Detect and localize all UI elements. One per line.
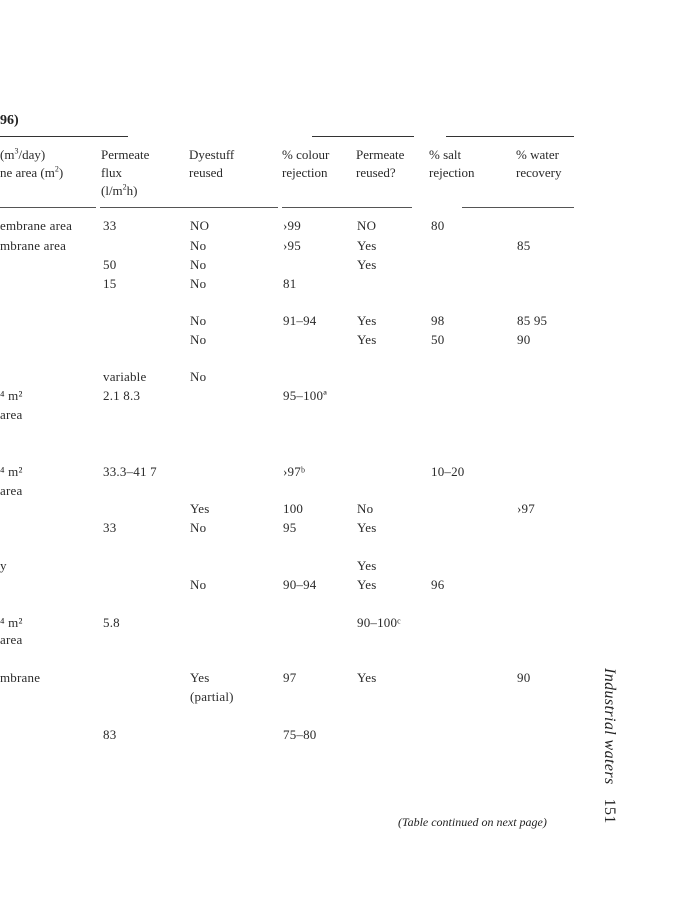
cell-capacity: mbrane xyxy=(0,670,41,685)
cell-permeate-reused: Yes xyxy=(357,332,377,347)
cell-capacity: ⁴ m² xyxy=(0,388,23,403)
cell-dyestuff-reused: No xyxy=(190,276,207,291)
cell-permeate-flux: 33.3–41 7 xyxy=(103,464,157,479)
cell-colour-rejection: 91–94 xyxy=(283,313,317,328)
cell-permeate-reused: Yes xyxy=(357,558,377,573)
cell-dyestuff-reused: No xyxy=(190,520,207,535)
header-rule-2 xyxy=(100,207,278,208)
header-dyestuff-reused: Dyestuff reused xyxy=(189,147,235,180)
cell-capacity: embrane area xyxy=(0,218,73,233)
cell-water-recovery: ›97 xyxy=(517,501,535,516)
header-rule-1 xyxy=(0,207,96,208)
top-rule-middle xyxy=(312,136,414,137)
cell-dyestuff-reused: Yes xyxy=(190,501,210,516)
running-head xyxy=(600,668,622,828)
cell-salt-rejection: 96 xyxy=(431,577,445,592)
cell-colour-rejection: ›97ᵇ xyxy=(283,464,306,479)
cell-dyestuff-reused: (partial) xyxy=(190,689,234,704)
header-capacity: $(m^3/day)$ ne area $(m^2)$ xyxy=(0,146,64,180)
cell-permeate-reused: Yes xyxy=(357,520,377,535)
header-salt-rejection: % salt rejection xyxy=(429,147,475,180)
cell-permeate-flux: 83 xyxy=(103,727,117,742)
cell-permeate-reused: Yes xyxy=(357,257,377,272)
cell-colour-rejection: ›95 xyxy=(283,238,301,253)
continuation-note: (Table continued on next page) xyxy=(398,815,547,829)
cell-colour-rejection: 100 xyxy=(283,501,304,516)
cell-dyestuff-reused: No xyxy=(190,313,207,328)
cell-permeate-flux: 33 xyxy=(103,218,117,233)
cell-permeate-flux: 5.8 xyxy=(103,615,120,630)
table-title-fragment: 96) xyxy=(0,113,19,128)
page-number: 151 xyxy=(601,798,618,824)
cell-permeate-reused: Yes xyxy=(357,577,377,592)
cell-permeate-flux: 33 xyxy=(103,520,117,535)
cell-water-recovery: 90 xyxy=(517,332,531,347)
cell-dyestuff-reused: Yes xyxy=(190,670,210,685)
cell-dyestuff-reused: No xyxy=(190,577,207,592)
top-rule-right xyxy=(446,136,574,137)
cell-permeate-flux: 15 xyxy=(103,276,117,291)
cell-capacity: mbrane area xyxy=(0,238,67,253)
running-head-title: Industrial waters xyxy=(601,668,618,785)
cell-salt-rejection: 50 xyxy=(431,332,445,347)
cell-colour-rejection: ›99 xyxy=(283,218,301,233)
header-rule-4 xyxy=(462,207,574,208)
header-water-recovery: % water recovery xyxy=(516,147,562,180)
header-colour-rejection: % colour rejection xyxy=(282,147,330,180)
cell-permeate-flux: variable xyxy=(103,369,147,384)
cell-capacity: y xyxy=(0,558,7,573)
cell-dyestuff-reused: NO xyxy=(190,218,210,233)
header-rule-3 xyxy=(282,207,412,208)
cell-capacity: area xyxy=(0,632,23,647)
cell-water-recovery: 85 xyxy=(517,238,531,253)
cell-capacity: ⁴ m² xyxy=(0,615,23,630)
cell-colour-rejection: 95–100ª xyxy=(283,388,327,403)
cell-dyestuff-reused: No xyxy=(190,369,207,384)
cell-salt-rejection: 80 xyxy=(431,218,445,233)
cell-capacity: area xyxy=(0,483,23,498)
cell-permeate-reused: NO xyxy=(357,218,377,233)
header-permeate-reused: Permeate reused? xyxy=(356,147,405,180)
cell-permeate-reused: No xyxy=(357,501,374,516)
cell-colour-rejection: 81 xyxy=(283,276,297,291)
cell-salt-rejection: 98 xyxy=(431,313,445,328)
cell-capacity: ⁴ m² xyxy=(0,464,23,479)
cell-permeate-reused: Yes xyxy=(357,670,377,685)
cell-capacity: area xyxy=(0,407,23,422)
cell-permeate-reused: 90–100ᶜ xyxy=(357,615,401,630)
cell-water-recovery: 90 xyxy=(517,670,531,685)
top-rule-left xyxy=(0,136,128,137)
cell-salt-rejection: 10–20 xyxy=(431,464,465,479)
cell-colour-rejection: 95 xyxy=(283,520,297,535)
cell-colour-rejection: 97 xyxy=(283,670,297,685)
cell-dyestuff-reused: No xyxy=(190,257,207,272)
header-permeate-flux: Permeate flux $(l/m^2h)$ xyxy=(101,147,150,198)
cell-dyestuff-reused: No xyxy=(190,238,207,253)
cell-permeate-flux: 50 xyxy=(103,257,117,272)
cell-water-recovery: 85 95 xyxy=(517,313,548,328)
cell-permeate-reused: Yes xyxy=(357,238,377,253)
cell-colour-rejection: 90–94 xyxy=(283,577,317,592)
cell-dyestuff-reused: No xyxy=(190,332,207,347)
cell-permeate-flux: 2.1 8.3 xyxy=(103,388,141,403)
cell-colour-rejection: 75–80 xyxy=(283,727,317,742)
cell-permeate-reused: Yes xyxy=(357,313,377,328)
